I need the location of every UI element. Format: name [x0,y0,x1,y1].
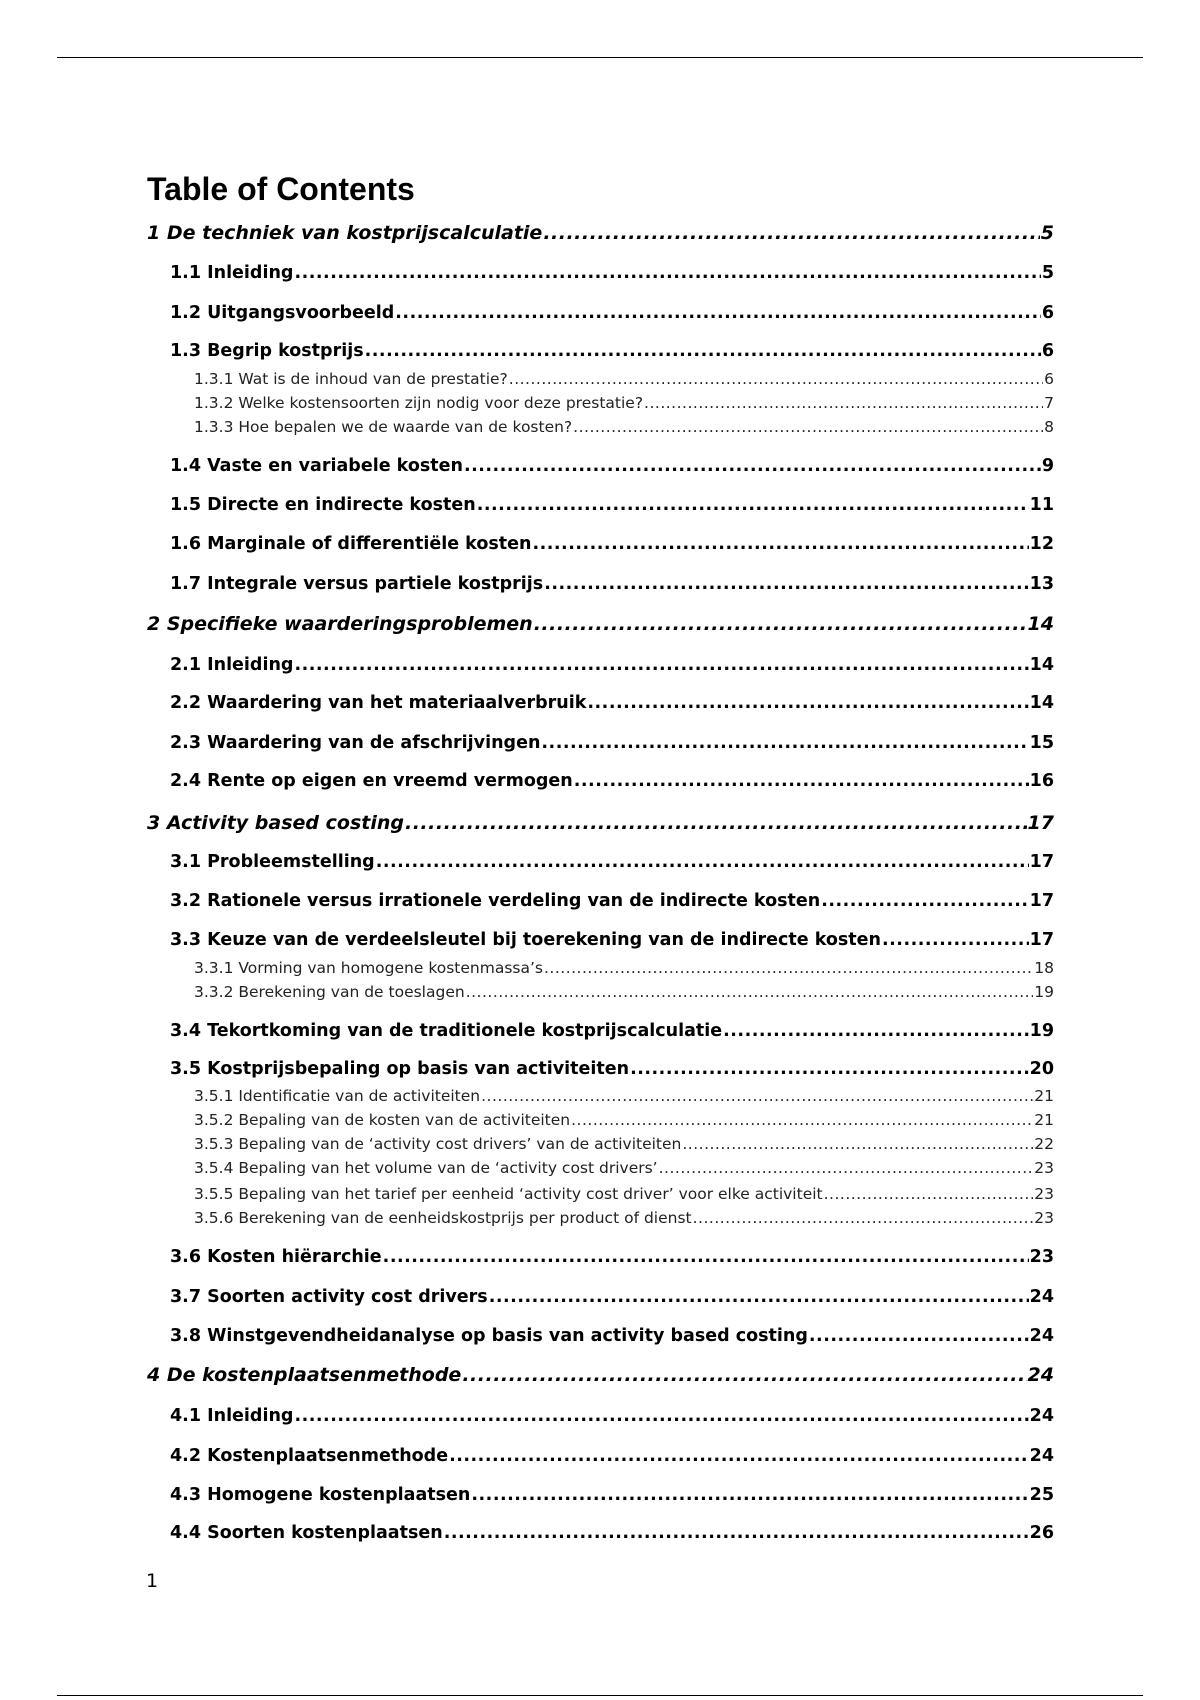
toc-entry-text: 2.3 Waardering van de afschrijvingen [170,733,541,753]
toc-entry-text: 3.3 Keuze van de verdeelsleutel bij toerekening van de indirecte kosten [170,930,881,950]
dot-leader [693,1209,1034,1227]
toc-entry-text: 4.2 Kostenplaatsenmethode [170,1446,449,1466]
dot-leader [821,891,1028,911]
footer-rule [57,1695,1143,1696]
toc-entry[interactable] [170,733,1054,753]
toc-entry[interactable] [170,1326,1054,1346]
toc-entry-page: 13 [1029,574,1054,594]
dot-leader [544,959,1033,977]
toc-entry-page: 6 [1044,370,1054,388]
dot-leader [630,1059,1029,1079]
toc-entry[interactable] [194,1185,1054,1203]
toc-entry[interactable] [170,655,1054,675]
toc-entry[interactable] [194,1159,1054,1177]
dot-leader [383,1247,1029,1267]
toc-entry-text: 3 Activity based costing [147,812,404,834]
toc-entry[interactable] [147,222,1054,244]
dot-leader [543,222,1039,244]
toc-entry-page: 24 [1027,1364,1054,1386]
toc-entry-text: 4.4 Soorten kostenplaatsen [170,1523,443,1543]
toc-entry-text: 3.8 Winstgevendheidanalyse op basis van activity based costing [170,1326,808,1346]
toc-entry[interactable] [194,959,1054,977]
toc-entry[interactable] [194,1209,1054,1227]
toc-entry[interactable] [194,370,1054,388]
toc-entry-page: 14 [1027,613,1054,635]
toc-entry[interactable] [147,1364,1054,1386]
toc-entry[interactable] [194,1087,1054,1105]
toc-entry[interactable] [170,693,1054,713]
toc-entry[interactable] [170,574,1054,594]
dot-leader [466,983,1034,1001]
dot-leader [405,812,1027,834]
toc-entry-page: 5 [1041,263,1054,283]
dot-leader [509,370,1043,388]
toc-entry-page: 18 [1034,959,1054,977]
dot-leader [294,655,1028,675]
toc-entry-text: 1.3 Begrip kostprijs [170,341,364,361]
toc-entry-page: 24 [1029,1446,1054,1466]
toc-title: Table of Contents [147,171,415,207]
dot-leader [534,613,1027,635]
toc-entry-page: 6 [1041,341,1054,361]
toc-entry-text: 1.3.1 Wat is de inhoud van de prestatie? [194,370,508,388]
dot-leader [471,1485,1028,1505]
toc-entry[interactable] [170,341,1054,361]
toc-entry-page: 17 [1029,852,1054,872]
toc-entry-page: 9 [1041,456,1054,476]
dot-leader [573,418,1043,436]
dot-leader [587,693,1028,713]
toc-entry-text: 1.6 Marginale of differentiële kosten [170,534,532,554]
toc-entry-text: 3.6 Kosten hiërarchie [170,1247,382,1267]
toc-entry-page: 5 [1040,222,1054,244]
toc-entry[interactable] [170,1446,1054,1466]
dot-leader [574,771,1029,791]
dot-leader [444,1523,1029,1543]
dot-leader [644,394,1043,412]
dot-leader [544,574,1028,594]
toc-entry-page: 17 [1029,891,1054,911]
toc-entry[interactable] [170,534,1054,554]
toc-entry[interactable] [170,852,1054,872]
toc-entry-text: 3.4 Tekortkoming van de traditionele kostprijscalculatie [170,1021,723,1041]
toc-entry-page: 21 [1034,1111,1054,1129]
toc-entry-text: 3.3.1 Vorming van homogene kostenmassa’s [194,959,543,977]
dot-leader [659,1159,1034,1177]
toc-entry-page: 24 [1029,1406,1054,1426]
dot-leader [571,1111,1033,1129]
toc-entry-text: 2 Specifieke waarderingsproblemen [147,613,533,635]
toc-entry-page: 23 [1034,1209,1054,1227]
toc-entry-text: 2.2 Waardering van het materiaalverbruik [170,693,587,713]
toc-entry-text: 1.7 Integrale versus partiele kostprijs [170,574,544,594]
toc-entry-text: 3.5.1 Identificatie van de activiteiten [194,1087,481,1105]
dot-leader [532,534,1028,554]
toc-entry-page: 24 [1029,1287,1054,1307]
toc-entry[interactable] [170,891,1054,911]
toc-entry-text: 3.3.2 Berekening van de toeslagen [194,983,465,1001]
toc-entry-page: 26 [1029,1523,1054,1543]
toc-entry-page: 20 [1029,1059,1054,1079]
toc-entry-page: 21 [1034,1087,1054,1105]
toc-entry[interactable] [170,1485,1054,1505]
toc-entry-text: 2.4 Rente op eigen en vreemd vermogen [170,771,573,791]
toc-entry-page: 16 [1029,771,1054,791]
dot-leader [723,1021,1029,1041]
dot-leader [882,930,1029,950]
toc-entry[interactable] [170,1406,1054,1426]
toc-entry-text: 4.1 Inleiding [170,1406,294,1426]
toc-entry-page: 25 [1029,1485,1054,1505]
toc-entry-page: 12 [1029,534,1054,554]
toc-entry-text: 3.7 Soorten activity cost drivers [170,1287,488,1307]
toc-entry[interactable] [194,418,1054,436]
toc-entry-text: 3.5.2 Bepaling van de kosten van de activiteiten [194,1111,571,1129]
dot-leader [395,303,1041,323]
toc-entry[interactable] [170,1021,1054,1041]
toc-entry[interactable] [170,303,1054,323]
toc-entry-page: 23 [1029,1247,1054,1267]
toc-entry-text: 1.5 Directe en indirecte kosten [170,495,476,515]
toc-entry[interactable] [147,613,1054,635]
dot-leader [824,1185,1034,1203]
toc-entry[interactable] [194,394,1054,412]
toc-entry-text: 1.1 Inleiding [170,263,294,283]
toc-entry-text: 1.4 Vaste en variabele kosten [170,456,463,476]
toc-entry-page: 8 [1044,418,1054,436]
toc-entry-text: 2.1 Inleiding [170,655,294,675]
toc-entry-page: 23 [1034,1185,1054,1203]
toc-entry-text: 3.5.4 Bepaling van het volume van de ‘activity cost drivers’ [194,1159,658,1177]
dot-leader [294,1406,1028,1426]
toc-entry-page: 15 [1029,733,1054,753]
toc-entry-page: 11 [1029,495,1054,515]
toc-entry[interactable] [170,1287,1054,1307]
toc-entry-text: 1.3.3 Hoe bepalen we de waarde van de kosten? [194,418,573,436]
dot-leader [464,456,1041,476]
page-number: 1 [146,1570,159,1592]
toc-entry-text: 3.1 Probleemstelling [170,852,375,872]
toc-entry-page: 22 [1034,1135,1054,1153]
toc-entry-page: 7 [1044,394,1054,412]
dot-leader [809,1326,1029,1346]
dot-leader [541,733,1028,753]
toc-entry[interactable] [147,812,1054,834]
toc-entry[interactable] [170,495,1054,515]
dot-leader [376,852,1029,872]
toc-entry-text: 4 De kostenplaatsenmethode [147,1364,462,1386]
toc-entry[interactable] [170,456,1054,476]
toc-entry-text: 1.2 Uitgangsvoorbeeld [170,303,395,323]
header-rule [57,57,1143,58]
dot-leader [481,1087,1033,1105]
toc-entry-page: 19 [1029,1021,1054,1041]
toc-entry-text: 1 De techniek van kostprijscalculatie [147,222,543,244]
dot-leader [489,1287,1029,1307]
dot-leader [462,1364,1026,1386]
dot-leader [365,341,1041,361]
toc-entry-page: 14 [1029,693,1054,713]
toc-entry-page: 14 [1029,655,1054,675]
dot-leader [682,1135,1033,1153]
toc-entry[interactable] [170,1523,1054,1543]
dot-leader [477,495,1029,515]
toc-entry[interactable] [170,1247,1054,1267]
toc-entry[interactable] [170,930,1054,950]
dot-leader [449,1446,1029,1466]
toc-entry[interactable] [194,1135,1054,1153]
toc-entry-page: 17 [1027,812,1054,834]
toc-entry-page: 19 [1034,983,1054,1001]
toc-entry-text: 3.5.5 Bepaling van het tarief per eenheid ‘activity cost driver’ voor elke activiteit [194,1185,823,1203]
toc-entry-page: 17 [1029,930,1054,950]
toc-entry-text: 3.5 Kostprijsbepaling op basis van activiteiten [170,1059,630,1079]
toc-entry-page: 24 [1029,1326,1054,1346]
dot-leader [294,263,1040,283]
toc-entry-text: 3.5.6 Berekening van de eenheidskostprijs per product of dienst [194,1209,692,1227]
toc-entry[interactable] [194,983,1054,1001]
toc-entry-text: 3.5.3 Bepaling van de ‘activity cost drivers’ van de activiteiten [194,1135,682,1153]
toc-entry-text: 4.3 Homogene kostenplaatsen [170,1485,471,1505]
toc-entry[interactable] [170,771,1054,791]
toc-entry-page: 6 [1041,303,1054,323]
toc-entry[interactable] [194,1111,1054,1129]
toc-entry-text: 3.2 Rationele versus irrationele verdeling van de indirecte kosten [170,891,821,911]
toc-entry[interactable] [170,263,1054,283]
toc-entry-text: 1.3.2 Welke kostensoorten zijn nodig voor deze prestatie? [194,394,644,412]
toc-entry[interactable] [170,1059,1054,1079]
toc-entry-page: 23 [1034,1159,1054,1177]
